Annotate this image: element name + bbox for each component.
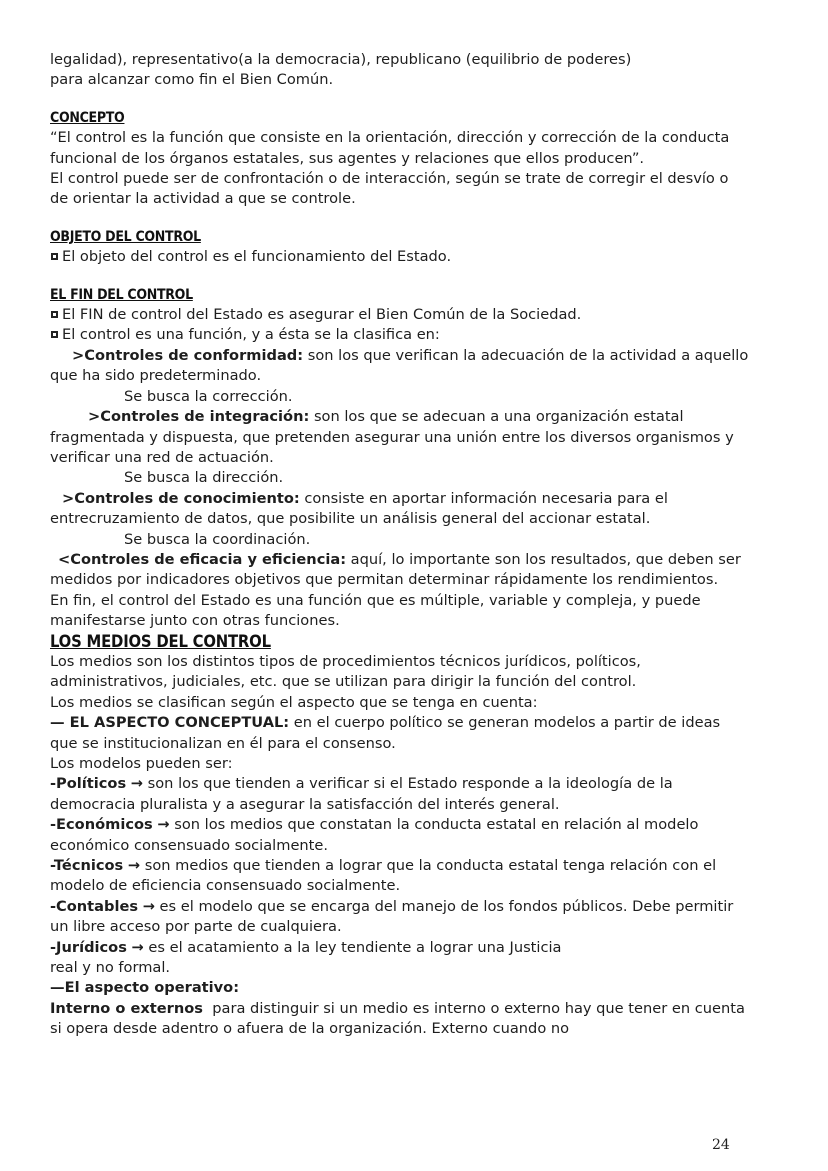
arrow-right-icon: → [127,857,141,875]
aspecto-conceptual: — EL ASPECTO CONCEPTUAL: en el cuerpo político se generan modelos a partir de ideas que se institucionalizan en él para el consenso. [50,714,721,752]
conformidad-sub: Se busca la corrección. [124,387,293,405]
aspecto-operativo: —El aspecto operativo: [50,979,240,997]
arrow-right-icon: → [130,775,144,793]
modelo-tecnicos: -Técnicos → son medios que tienden a lograr que la conducta estatal tenga relación con el modelo de eficiencia consensuado socialmente. [50,857,717,895]
heading-fin: EL FIN DEL CONTROL [50,286,193,303]
arrow-right-icon: → [157,816,170,834]
intro-line-1: legalidad), representativo(a la democracia), republicano (equilibrio de poderes) [50,51,632,68]
concepto-paragraph-2: El control puede ser de confrontación o de interacción, según se trate de corregir el desvío o de orientar la actividad a que se controle. [50,170,729,208]
fin-item-2: El control es una función, y a ésta se la clasifica en: [50,325,750,345]
integracion-sub: Se busca la dirección. [124,469,284,487]
conocimiento-sub: Se busca la coordinación. [124,530,311,548]
square-bullet-icon [51,311,58,318]
objeto-item-1: El objeto del control es el funcionamiento del Estado. [50,247,750,267]
modelo-economicos: -Económicos → son los medios que constatan la conducta estatal en relación al modelo económico consensuado socialmente. [50,816,699,854]
controles-conformidad: >Controles de conformidad: son los que verifican la adecuación de la actividad a aquello que ha sido predeterminado. [50,346,749,385]
heading-objeto: OBJETO DEL CONTROL [50,228,201,245]
page-number: 24 [712,1137,730,1153]
modelo-juridicos-cont: real y no formal. [50,959,171,977]
medios-paragraph-1: Los medios son los distintos tipos de procedimientos técnicos jurídicos, políticos, administrativos, judiciales, etc. que se utilizan para dirigir la función del control. [50,652,641,691]
controles-eficacia: <Controles de eficacia y eficiencia: aquí, lo importante son los resultados, que deben ser medidos por indicadores objetivos que permitan determinar rápidamente los rendimientos. [50,550,741,589]
modelos-intro: Los modelos pueden ser: [50,755,233,772]
square-bullet-icon [51,253,58,260]
square-bullet-icon [51,331,58,338]
heading-medios: LOS MEDIOS DEL CONTROL [50,631,271,651]
concepto-paragraph-1: “El control es la función que consiste en la orientación, dirección y corrección de la conducta funcional de los órganos estatales, sus agentes y relaciones que ellos producen”. [50,129,730,167]
controles-conocimiento: >Controles de conocimiento: consiste en aportar información necesaria para el entrecruzamiento de datos, que posibilite un análisis general del accionar estatal. [50,489,668,528]
arrow-right-icon: → [142,897,155,915]
modelo-politicos: -Políticos → son los que tienden a verificar si el Estado responde a la ideología de la democracia pluralista y a asegurar la satisfacción del interés general. [50,775,673,813]
intro-line-2: para alcanzar como fin el Bien Común. [50,71,334,89]
modelo-juridicos: -Jurídicos → es el acatamiento a la ley tendiente a lograr una Justicia [50,938,562,956]
fin-closing: En fin, el control del Estado es una función que es múltiple, variable y compleja, y puede manifestarse junto con otras funciones. [50,591,701,630]
controles-integracion: >Controles de integración: son los que se adecuan a una organización estatal fragmentada y dispuesta, que pretenden asegurar una unión entre los diversos organismos y verificar una red de actuación. [50,408,734,466]
arrow-right-icon: → [131,938,144,956]
interno-externo: Interno o externos para distinguir si un medio es interno o externo hay que tener en cuenta si opera desde adentro o afuera de la organización. Externo cuando no [50,999,750,1038]
fin-item-1: El FIN de control del Estado es asegurar el Bien Común de la Sociedad. [50,305,750,325]
document-page [50,50,750,1040]
modelo-contables: -Contables → es el modelo que se encarga del manejo de los fondos públicos. Debe permitir un libre acceso por parte de cualquiera. [50,897,734,936]
heading-concepto: CONCEPTO [50,109,125,126]
medios-paragraph-2: Los medios se clasifican según el aspecto que se tenga en cuenta: [50,693,538,711]
